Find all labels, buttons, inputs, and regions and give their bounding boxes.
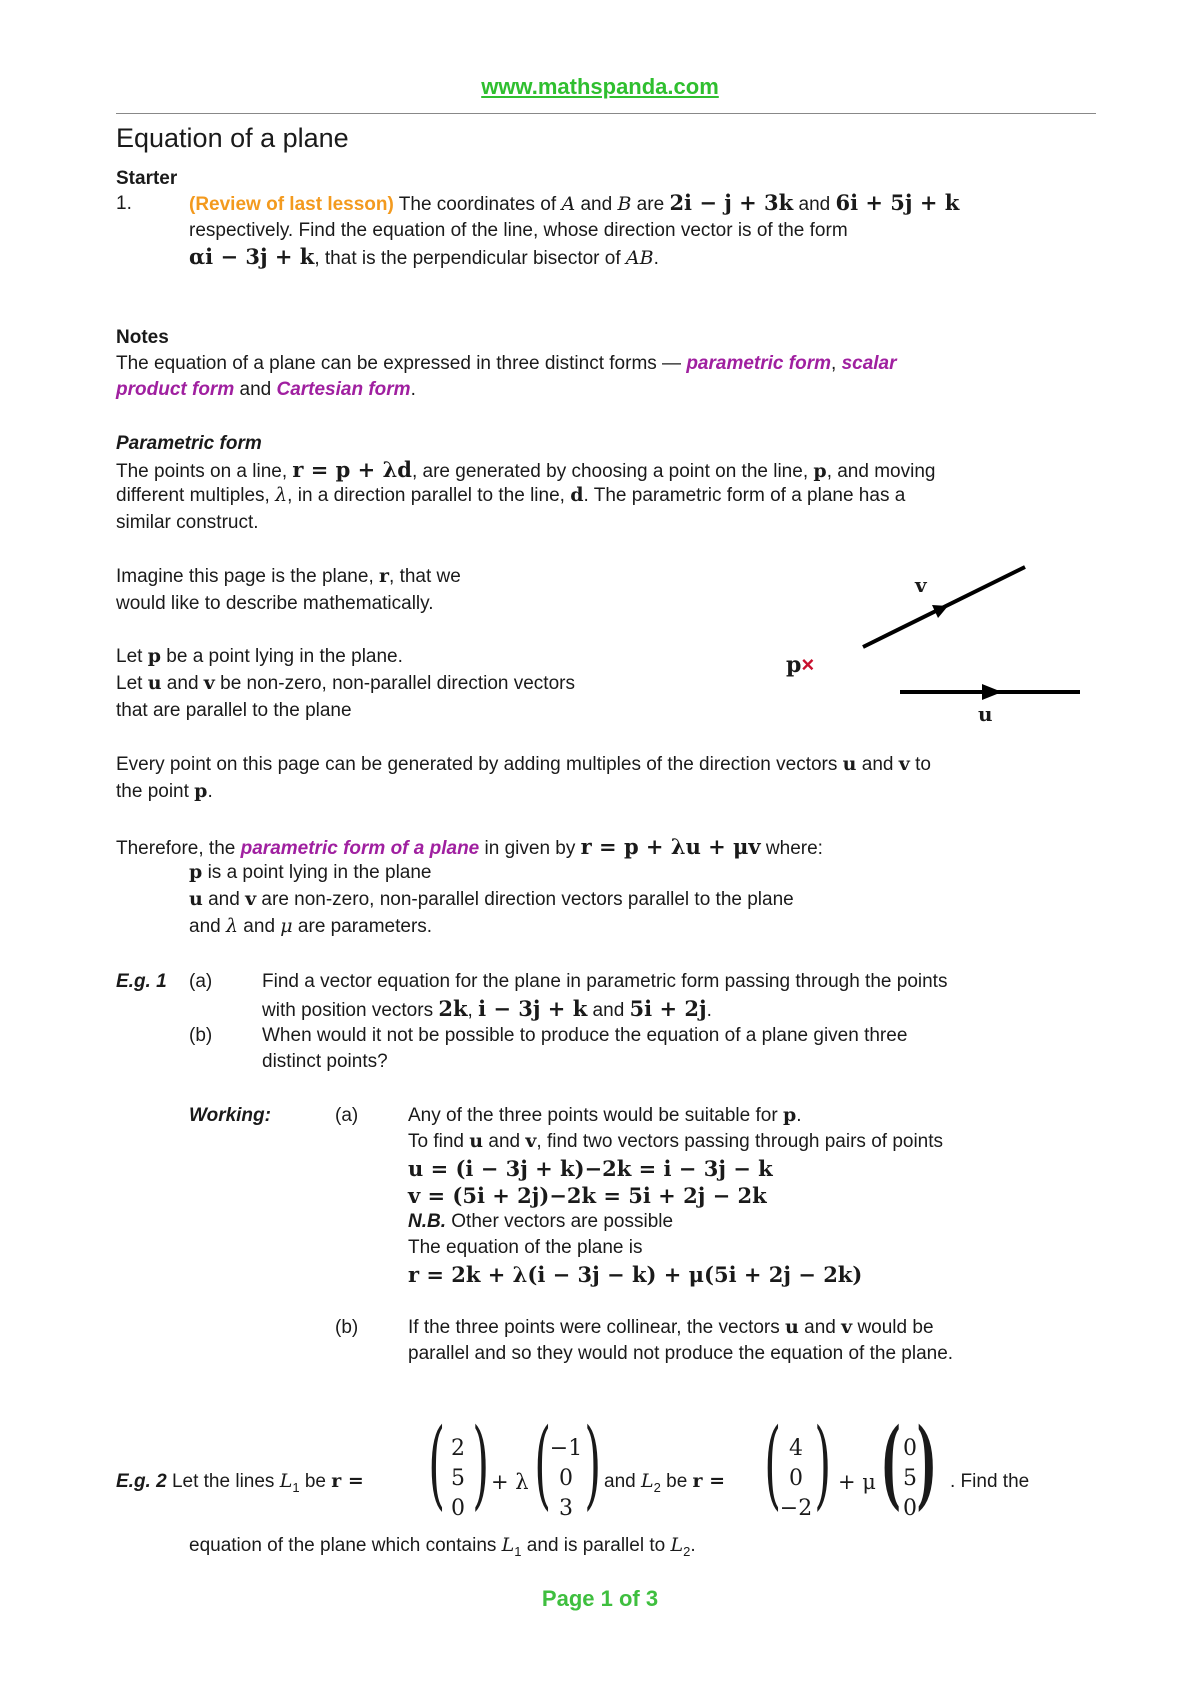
symbol-lambda: λ: [275, 484, 288, 506]
left-paren: (: [880, 1407, 901, 1520]
plane-diagram: [780, 555, 1100, 735]
text: are: [631, 194, 670, 215]
text: and: [587, 1000, 630, 1021]
left-paren: (: [534, 1408, 552, 1520]
eg2-line-1-start: [116, 1470, 364, 1496]
text: .: [410, 379, 416, 400]
line-name-l2: L: [640, 1470, 654, 1492]
right-paren: ): [472, 1408, 490, 1520]
vector-u-label: u: [978, 702, 993, 726]
notes-line-2: [116, 378, 416, 402]
text: and: [798, 1317, 842, 1338]
symbol-r: r: [379, 565, 390, 587]
para3-line-1: [116, 645, 403, 669]
where-line-1: [189, 861, 432, 885]
text: to: [909, 754, 931, 775]
vector-entries: 0 5 0: [903, 1436, 917, 1521]
starter-line-1: [189, 190, 959, 217]
eg2-label: E.g. 2: [116, 1471, 167, 1492]
subscript-1: 1: [292, 1479, 300, 1495]
text: Any of the three points would be suitable for: [408, 1105, 783, 1126]
position-vector-2: i − 3j + k: [478, 996, 588, 1021]
point-b-vector: 6i + 5j + k: [835, 190, 960, 215]
text: and: [575, 194, 618, 215]
working-v-equation: v = (5i + 2j)−2k = 5i + 2j − 2k: [408, 1183, 767, 1208]
text: and: [856, 754, 899, 775]
line-equation: r = p + λd: [292, 457, 412, 482]
text: and: [793, 194, 836, 215]
text: and: [234, 379, 277, 400]
text: .: [706, 1000, 712, 1021]
plane-equation: r = p + λu + μv: [580, 834, 761, 859]
text: with position vectors: [262, 1000, 439, 1021]
right-paren: ): [916, 1407, 937, 1520]
point-a-label: A: [561, 193, 576, 215]
starter-line-2: respectively. Find the equation of the line, whose direction vector is of the form: [189, 220, 848, 241]
nb-label: N.B.: [408, 1211, 446, 1232]
point-p-marker: [786, 652, 814, 678]
symbol-p: p: [782, 1104, 797, 1126]
symbol-lambda: λ: [225, 915, 239, 937]
where-line-3: [189, 915, 432, 939]
para4-line-2: [116, 780, 213, 804]
text: in given by: [479, 838, 581, 859]
text: If the three points were collinear, the vectors: [408, 1317, 786, 1338]
column-vector-2: [534, 1408, 602, 1528]
para1-line-2: [116, 484, 905, 508]
eg1-b-line-2: distinct points?: [262, 1051, 388, 1072]
text: The equation of a plane can be expressed in three distinct forms —: [116, 353, 687, 374]
text: , that is the perpendicular bisector of: [314, 248, 626, 269]
vector-entries: 4 0 −2: [779, 1436, 813, 1521]
working-line-6: The equation of the plane is: [408, 1237, 643, 1258]
symbol-p: p: [147, 645, 161, 667]
subscript-2: 2: [653, 1479, 661, 1495]
text: , that we: [389, 566, 461, 587]
working-nb-line: [408, 1210, 673, 1234]
text: Every point on this page can be generated by adding multiples of the direction vectors: [116, 754, 843, 775]
term-parametric-form: parametric form: [686, 353, 831, 374]
text: be: [299, 1471, 332, 1492]
symbol-v: v: [245, 888, 257, 910]
text: , in a direction parallel to the line,: [287, 485, 571, 506]
text: be a point lying in the plane.: [161, 646, 403, 667]
r-equals: r =: [331, 1470, 364, 1492]
text: . The parametric form of a plane has a: [583, 485, 906, 506]
text: , find two vectors passing through pairs of points: [536, 1131, 944, 1152]
vector-entries: 2 5 0: [451, 1436, 465, 1521]
text: The coordinates of: [393, 194, 562, 215]
eg2-line-1-mid: [604, 1470, 725, 1496]
subscript-2: 2: [683, 1543, 691, 1559]
eg2-row: [116, 1407, 1116, 1538]
text: ,: [467, 1000, 479, 1021]
text: and is parallel to: [521, 1535, 671, 1556]
text: The points on a line,: [116, 461, 293, 482]
eg2-line-1-end: . Find the: [950, 1471, 1030, 1492]
working-line-2: [408, 1130, 943, 1154]
eg2-line-2: [189, 1534, 696, 1560]
text: and: [202, 889, 246, 910]
starter-line-3: [189, 244, 659, 271]
symbol-p: p: [194, 780, 208, 802]
vector-entries: −1 0 3: [549, 1436, 583, 1521]
segment-ab: AB: [625, 247, 654, 269]
symbol-u: u: [785, 1316, 799, 1338]
page-title: Equation of a plane: [116, 123, 349, 153]
term-product-form: product form: [116, 379, 235, 400]
text: .: [690, 1535, 696, 1556]
para4-line-1: [116, 753, 931, 777]
text: be non-zero, non-parallel direction vectors: [214, 673, 575, 694]
symbol-u: u: [189, 888, 203, 910]
para3-line-2: [116, 672, 575, 696]
working-b-line-1: [408, 1316, 934, 1340]
text: , are generated by choosing a point on the line,: [411, 461, 814, 482]
symbol-u: u: [842, 753, 857, 775]
symbol-p: p: [189, 861, 203, 883]
symbol-u: u: [147, 672, 162, 694]
symbol-v: v: [525, 1130, 537, 1152]
starter-number: 1.: [116, 193, 132, 214]
working-b-label: (b): [335, 1317, 359, 1338]
direction-vector: αi − 3j + k: [189, 244, 315, 269]
text: and: [161, 673, 204, 694]
text: , and moving: [826, 461, 936, 482]
vector-v-label: v: [915, 573, 927, 597]
notes-line-1: [116, 352, 897, 376]
text: the point: [116, 781, 195, 802]
eg1-b-line-1: When would it not be possible to produce the equation of a plane given three: [262, 1025, 908, 1046]
term-cartesian-form: Cartesian form: [276, 379, 411, 400]
text: are non-zero, non-parallel direction vectors parallel to the plane: [256, 889, 794, 910]
text: and: [483, 1131, 526, 1152]
text: be: [660, 1471, 693, 1492]
text: and: [189, 916, 226, 937]
column-vector-1: [428, 1408, 490, 1528]
text: would be: [852, 1317, 934, 1338]
text: .: [796, 1105, 802, 1126]
para3-line-3: that are parallel to the plane: [116, 700, 352, 721]
line-name-l1: L: [279, 1470, 293, 1492]
subscript-1: 1: [514, 1543, 522, 1559]
para5-line-1: [116, 834, 823, 861]
where-line-2: [189, 888, 794, 912]
r-equals: r =: [692, 1470, 726, 1492]
right-paren: ): [814, 1408, 832, 1520]
text: and: [238, 916, 281, 937]
line-name-l2: L: [670, 1534, 684, 1556]
page-indicator: Page 1 of 3: [541, 1586, 659, 1611]
para1-line-3: similar construct.: [116, 512, 259, 533]
header-divider: [116, 113, 1096, 114]
vector-u-arrowhead: [982, 684, 1002, 700]
eg1-a-line-1: Find a vector equation for the plane in parametric form passing through the points: [262, 971, 948, 992]
text: and: [604, 1471, 641, 1492]
position-vector-1: 2k: [438, 996, 468, 1021]
working-u-equation: u = (i − 3j + k)−2k = i − 3j − k: [408, 1156, 773, 1181]
eg1-part-b-label: (b): [189, 1025, 213, 1046]
right-paren: ): [584, 1408, 602, 1520]
working-a-label: (a): [335, 1105, 359, 1126]
symbol-mu: μ: [280, 915, 293, 937]
text: To find: [408, 1131, 470, 1152]
symbol-p: p: [813, 460, 827, 482]
symbol-v: v: [203, 672, 215, 694]
review-note: (Review of last lesson): [189, 194, 394, 215]
line-name-l1: L: [501, 1534, 515, 1556]
point-p-label: p: [786, 652, 802, 678]
working-label: Working:: [189, 1105, 271, 1126]
eg1-a-line-2: [262, 996, 712, 1023]
eg1-part-a-label: (a): [189, 971, 213, 992]
para1-line-1: [116, 457, 935, 484]
symbol-v: v: [898, 753, 910, 775]
text: Let the lines: [166, 1471, 280, 1492]
text: equation of the plane which contains: [189, 1535, 502, 1556]
text: is a point lying in the plane: [202, 862, 432, 883]
term-scalar: scalar: [841, 353, 897, 374]
plus-lambda: + λ: [491, 1470, 529, 1494]
working-plane-equation: r = 2k + λ(i − 3j − k) + μ(5i + 2j − 2k): [408, 1262, 863, 1287]
text: are parameters.: [292, 916, 433, 937]
text: ,: [831, 353, 842, 374]
text: Let: [116, 646, 148, 667]
text: different multiples,: [116, 485, 276, 506]
term-parametric-form-of-plane: parametric form of a plane: [240, 838, 480, 859]
eg1-label: E.g. 1: [116, 971, 167, 992]
symbol-d: d: [570, 484, 584, 506]
working-line-1: [408, 1104, 802, 1128]
notes-heading: Notes: [116, 327, 169, 348]
para2-line-1: [116, 565, 461, 589]
position-vector-3: 5i + 2j: [629, 996, 707, 1021]
header-url[interactable]: www.mathspanda.com: [481, 74, 719, 99]
column-vector-4: [880, 1407, 942, 1528]
point-b-label: B: [617, 193, 632, 215]
working-b-line-2: parallel and so they would not produce the equation of the plane.: [408, 1343, 954, 1364]
text: .: [653, 248, 659, 269]
column-vector-3: [764, 1408, 832, 1528]
cross-icon: ×: [801, 652, 815, 677]
symbol-u: u: [469, 1130, 484, 1152]
point-a-vector: 2i − j + 3k: [669, 190, 794, 215]
para2-line-2: would like to describe mathematically.: [116, 593, 434, 614]
text: Therefore, the: [116, 838, 241, 859]
plus-mu: + μ: [838, 1470, 876, 1494]
left-paren: (: [428, 1408, 446, 1520]
text: where:: [760, 838, 823, 859]
text: Imagine this page is the plane,: [116, 566, 380, 587]
parametric-heading: Parametric form: [116, 433, 262, 454]
text: Other vectors are possible: [446, 1211, 674, 1232]
symbol-v: v: [841, 1316, 853, 1338]
left-paren: (: [764, 1408, 782, 1520]
text: Let: [116, 673, 148, 694]
starter-heading: Starter: [116, 168, 178, 189]
text: .: [207, 781, 213, 802]
